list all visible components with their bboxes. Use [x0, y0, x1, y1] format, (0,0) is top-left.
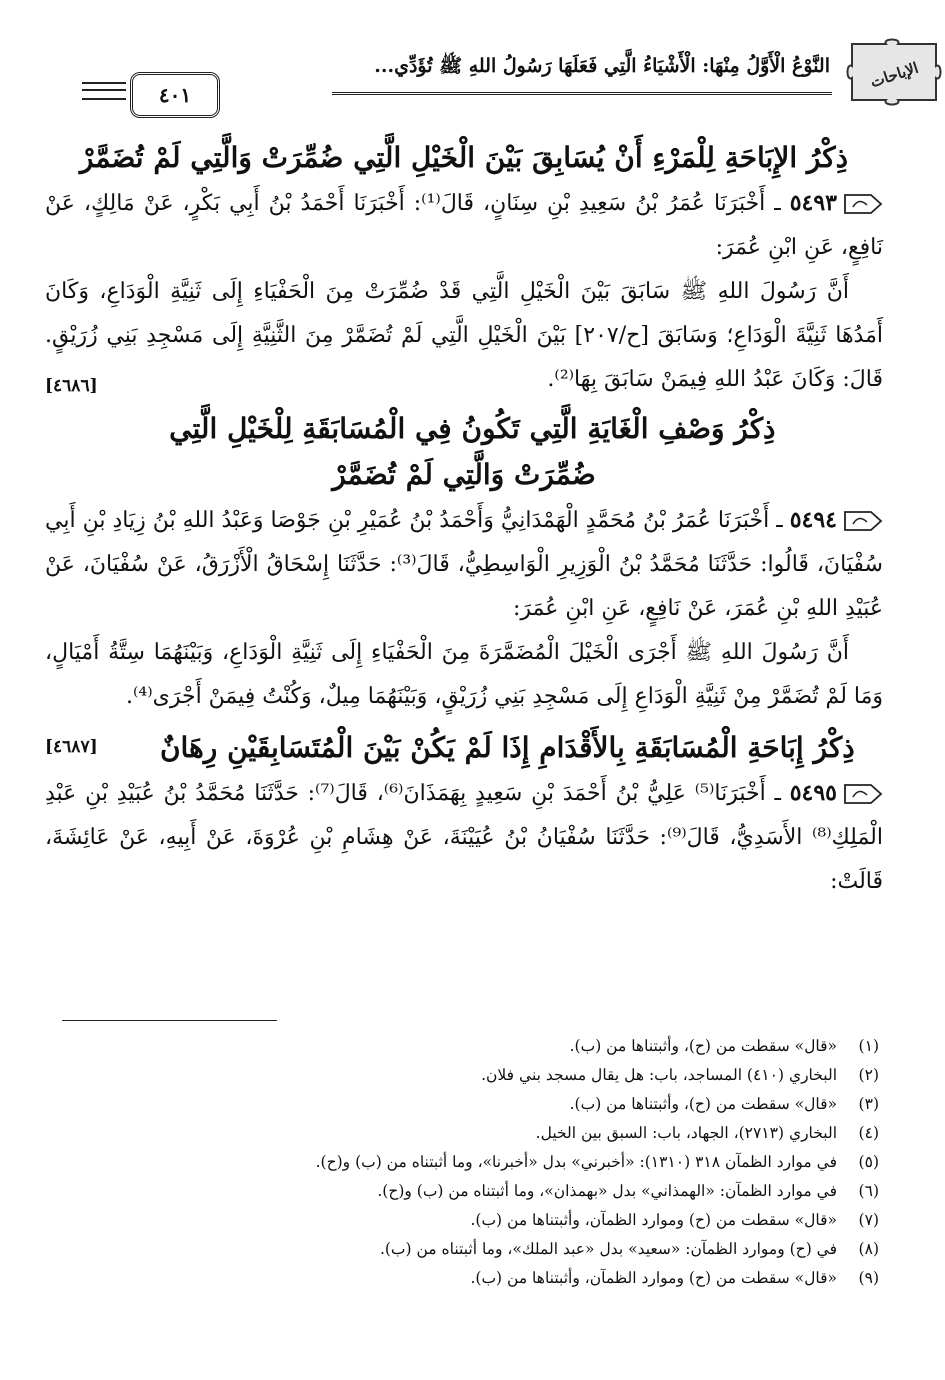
footnote-text: في موارد الظمآن ٣١٨ (١٣١٠): «أخبرني» بدل «أخبرنا»، وما أثبتناه من (ب) و(ح).	[315, 1153, 837, 1171]
footnote-number: (٦)	[858, 1182, 879, 1200]
section-heading: ذِكْرُ إِبَاحَةِ الْمُسَابَقَةِ بِالأَقْدَامِ إِذَا لَمْ يَكُنْ بَيْنَ الْمُتَسَابِقَيْنِ رِهَانٌ	[159, 731, 855, 764]
footnote-text: في (ح) وموارد الظمآن: «سعيد» بدل «عبد الملك»، وما أثبتناه من (ب).	[379, 1240, 837, 1258]
footnote-number: (٤)	[858, 1124, 879, 1142]
footnote	[59, 1119, 879, 1148]
footnote-number: (١)	[858, 1037, 879, 1055]
hadith-matn	[45, 270, 883, 402]
footnotes	[59, 1032, 879, 1293]
footnote	[59, 1264, 879, 1293]
header-rule	[332, 92, 832, 95]
hadith-marker-icon	[843, 191, 883, 217]
cross-reference: [٤٦٨٦]	[45, 376, 98, 396]
running-title: النَّوْعُ الْأَوَّلُ مِنْهَا: الْأَشْيَاءُ الَّتِي فَعَلَهَا رَسُولُ اللهِ ﷺ تُؤَدِّي...	[374, 55, 830, 77]
footnote-text: في موارد الظمآن: «الهمذاني» بدل «بهمذان»، وما أثبتناه من (ب) و(ح).	[377, 1182, 837, 1200]
footnote-number: (٣)	[858, 1095, 879, 1113]
footnote-text: البخاري (٢٧١٣)، الجهاد، باب: السبق بين الخيل.	[535, 1124, 837, 1142]
hadith-isnad	[45, 498, 883, 631]
hadith-isnad	[45, 771, 883, 904]
cross-reference: [٤٦٨٧]	[45, 737, 98, 757]
footnote-number: (٧)	[858, 1211, 879, 1229]
hadith-marker-icon	[843, 781, 883, 807]
footnote	[59, 1090, 879, 1119]
footnote-number: (٢)	[858, 1066, 879, 1084]
matn-text: أَنَّ رَسُولَ اللهِ ﷺ أَجْرَى الْخَيْلَ الْمُضَمَّرَةَ مِنَ الْحَفْيَاءِ إِلَى ثَنِيَّةِ الْوَدَاعِ، وَبَيْنَهُمَا سِتَّةُ أَمْيَالٍ، وَمَا لَمْ تُضَمَّرْ مِنْ ثَنِيَّةِ الْوَدَاعِ إِلَى مَسْجِدِ بَنِي زُرَيْقٍ، وَبَيْنَهُمَا مِيلٌ، وَكُنْتُ فِيمَنْ أَجْرَى⁽⁴⁾.	[45, 640, 883, 709]
hadith-number: ٥٤٩٥	[789, 780, 837, 806]
section-heading: ذِكْرُ وَصْفِ الْغَايَةِ الَّتِي تَكُونُ فِي الْمُسَابَقَةِ لِلْخَيْلِ الَّتِي ضُمِّرَتْ وَالَّتِي لَمْ تُضَمَّرْ	[169, 412, 776, 491]
section-heading: ذِكْرُ الإِبَاحَةِ لِلْمَرْءِ أَنْ يُسَابِقَ بَيْنَ الْخَيْلِ الَّتِي ضُمِّرَتْ وَالَّتِي لَمْ تُضَمَّرْ	[79, 141, 849, 174]
main-text	[45, 135, 883, 904]
footnote-separator	[62, 1020, 277, 1021]
footnote-text: «قال» سقطت من (ح)، وأثبتناها من (ب).	[569, 1095, 837, 1113]
footnote	[59, 1148, 879, 1177]
footnote	[59, 1206, 879, 1235]
isnad-text: ـ أَخْبَرَنَا عُمَرُ بْنُ سَعِيدِ بْنِ سِنَانٍ، قَالَ⁽¹⁾: أَخْبَرَنَا أَحْمَدُ بْنُ أَبِي بَكْرٍ، عَنْ مَالِكٍ، عَنْ نَافِعٍ، عَنِ ابْنِ عُمَرَ:	[45, 191, 883, 260]
hadith-marker-icon	[843, 508, 883, 534]
footnote	[59, 1177, 879, 1206]
hadith-number: ٥٤٩٣	[789, 190, 837, 216]
isnad-text: ـ أَخْبَرَنَا⁽⁵⁾ عَلِيُّ بْنُ أَحْمَدَ بْنِ سَعِيدٍ بِهَمَذَانَ⁽⁶⁾، قَالَ⁽⁷⁾: حَدَّثَنَا مُحَمَّدُ بْنُ عُبَيْدِ بْنِ عَبْدِ الْمَلِكِ⁽⁸⁾ الأَسَدِيُّ، قَالَ⁽⁹⁾: حَدَّثَنَا سُفْيَانُ بْنُ عُيَيْنَةَ، عَنْ هِشَامِ بْنِ عُرْوَةَ، عَنْ أَبِيهِ، عَنْ عَائِشَةَ، قَالَتْ:	[45, 781, 883, 894]
footnote	[59, 1235, 879, 1264]
header-side-lines	[82, 82, 126, 100]
isnad-text: ـ أَخْبَرَنَا عُمَرُ بْنُ مُحَمَّدٍ الْهَمْدَانِيُّ وَأَحْمَدُ بْنُ عُمَيْرِ بْنِ جَوْصَا وَعَبْدُ اللهِ بْنُ زِيَادِ بْنِ أَبِي سُفْيَانَ، قَالُوا: حَدَّثَنَا مُحَمَّدُ بْنُ الْوَزِيرِ الْوَاسِطِيُّ، قَالَ⁽³⁾: حَدَّثَنَا إِسْحَاقُ الْأَزْرَقُ، عَنْ سُفْيَانَ، عَنْ عُبَيْدِ اللهِ بْنِ عُمَرَ، عَنْ نَافِعٍ، عَنِ ابْنِ عُمَرَ:	[45, 508, 883, 621]
footnote-text: «قال» سقطت من (ح) وموارد الظمآن، وأثبتناها من (ب).	[470, 1269, 837, 1287]
footnote	[59, 1032, 879, 1061]
hadith-number: ٥٤٩٤	[789, 507, 837, 533]
page-number: ٤٠١	[130, 72, 220, 118]
page-header	[82, 26, 942, 116]
hadith-isnad	[45, 181, 883, 270]
matn-text: أَنَّ رَسُولَ اللهِ ﷺ سَابَقَ بَيْنَ الْخَيْلِ الَّتِي قَدْ ضُمِّرَتْ مِنَ الْحَفْيَاءِ إِلَى ثَنِيَّةِ الْوَدَاعِ، وَكَانَ أَمَدُهَا ثَنِيَّةَ الْوَدَاعِ؛ وَسَابَقَ [ح/٢٠٧] بَيْنَ الْخَيْلِ الَّتِي لَمْ تُضَمَّرْ مِنَ الثَّنِيَّةِ إِلَى مَسْجِدِ بَنِي زُرَيْقٍ. قَالَ: وَكَانَ عَبْدُ اللهِ فِيمَنْ سَابَقَ بِهَا⁽²⁾.	[45, 279, 883, 392]
footnote-text: «قال» سقطت من (ح)، وأثبتناها من (ب).	[569, 1037, 837, 1055]
footnote-text: البخاري (٤١٠) المساجد، باب: هل يقال مسجد بني فلان.	[481, 1066, 837, 1084]
badge-text: الإباحات	[868, 58, 921, 92]
footnote-text: «قال» سقطت من (ح) وموارد الظمآن، وأثبتناها من (ب).	[470, 1211, 837, 1229]
footnote-number: (٨)	[858, 1240, 879, 1258]
footnote-number: (٥)	[858, 1153, 879, 1171]
footnote	[59, 1061, 879, 1090]
puzzle-piece-icon	[846, 36, 942, 106]
footnote-number: (٩)	[858, 1269, 879, 1287]
